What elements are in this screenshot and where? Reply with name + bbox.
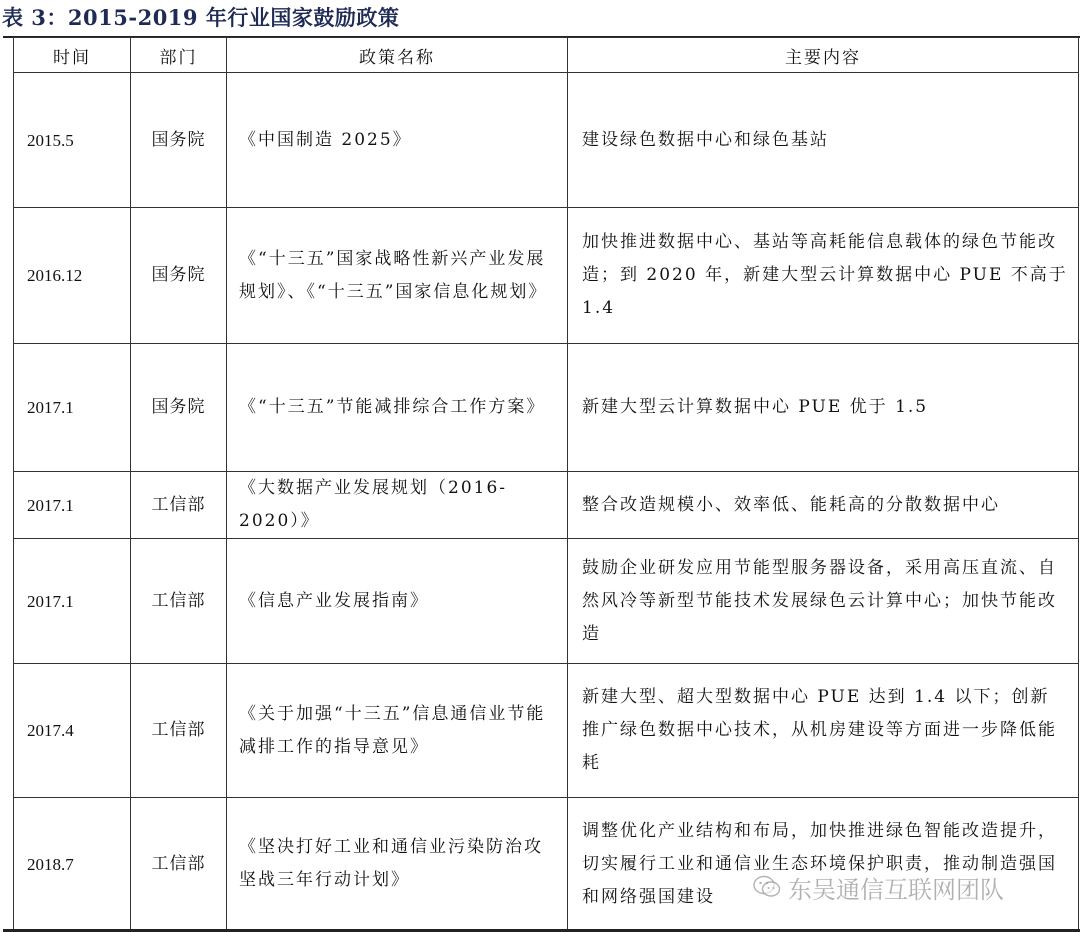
cell-dept: 国务院 — [131, 73, 227, 208]
cell-time: 2018.7 — [14, 798, 131, 931]
table-row — [14, 664, 1079, 798]
cell-time: 2017.1 — [14, 539, 131, 664]
cell-time: 2017.4 — [14, 664, 131, 798]
header-content: 主要内容 — [568, 38, 1079, 73]
cell-dept: 国务院 — [131, 208, 227, 344]
cell-content: 新建大型云计算数据中心 PUE 优于 1.5 — [568, 344, 1079, 472]
watermark-text: 东吴通信互联网团队 — [788, 875, 1004, 904]
header-policy-name: 政策名称 — [227, 38, 568, 73]
cell-time: 2017.1 — [14, 344, 131, 472]
table-title: 表 3：2015-2019 年行业国家鼓励政策 — [2, 5, 400, 30]
header-row — [14, 38, 1079, 73]
cell-time: 2017.1 — [14, 472, 131, 539]
cell-content: 加快推进数据中心、基站等高耗能信息载体的绿色节能改造；到 2020 年，新建大型云计算数据中心 PUE 不高于 1.4 — [568, 208, 1079, 344]
cell-policy-name: 《“十三五”国家战略性新兴产业发展规划》、《“十三五”国家信息化规划》 — [227, 208, 568, 344]
cell-dept: 工信部 — [131, 539, 227, 664]
table-row — [14, 472, 1079, 539]
table-row — [14, 344, 1079, 472]
cell-policy-name: 《“十三五”节能减排综合工作方案》 — [227, 344, 568, 472]
cell-content: 整合改造规模小、效率低、能耗高的分散数据中心 — [568, 472, 1079, 539]
header-time: 时间 — [14, 38, 131, 73]
policy-table — [13, 37, 1079, 931]
cell-content: 新建大型、超大型数据中心 PUE 达到 1.4 以下；创新推广绿色数据中心技术，从机房建设等方面进一步降低能耗 — [568, 664, 1079, 798]
cell-dept: 工信部 — [131, 472, 227, 539]
cell-time: 2015.5 — [14, 73, 131, 208]
cell-content: 调整优化产业结构和布局，加快推进绿色智能改造提升，切实履行工业和通信业生态环境保护职责，推动制造强国和网络强国建设 — [568, 798, 1079, 931]
cell-policy-name: 《大数据产业发展规划（2016-2020）》 — [227, 472, 568, 539]
table-row — [14, 73, 1079, 208]
cell-content: 建设绿色数据中心和绿色基站 — [568, 73, 1079, 208]
cell-policy-name: 《关于加强“十三五”信息通信业节能减排工作的指导意见》 — [227, 664, 568, 798]
cell-dept: 工信部 — [131, 798, 227, 931]
cell-policy-name: 《坚决打好工业和通信业污染防治攻坚战三年行动计划》 — [227, 798, 568, 931]
cell-dept: 国务院 — [131, 344, 227, 472]
cell-dept: 工信部 — [131, 664, 227, 798]
cell-policy-name: 《中国制造 2025》 — [227, 73, 568, 208]
cell-policy-name: 《信息产业发展指南》 — [227, 539, 568, 664]
table-row — [14, 539, 1079, 664]
table-row — [14, 208, 1079, 344]
cell-content: 鼓励企业研发应用节能型服务器设备，采用高压直流、自然风冷等新型节能技术发展绿色云计算中心；加快节能改造 — [568, 539, 1079, 664]
header-dept: 部门 — [131, 38, 227, 73]
table-row — [14, 798, 1079, 931]
cell-time: 2016.12 — [14, 208, 131, 344]
